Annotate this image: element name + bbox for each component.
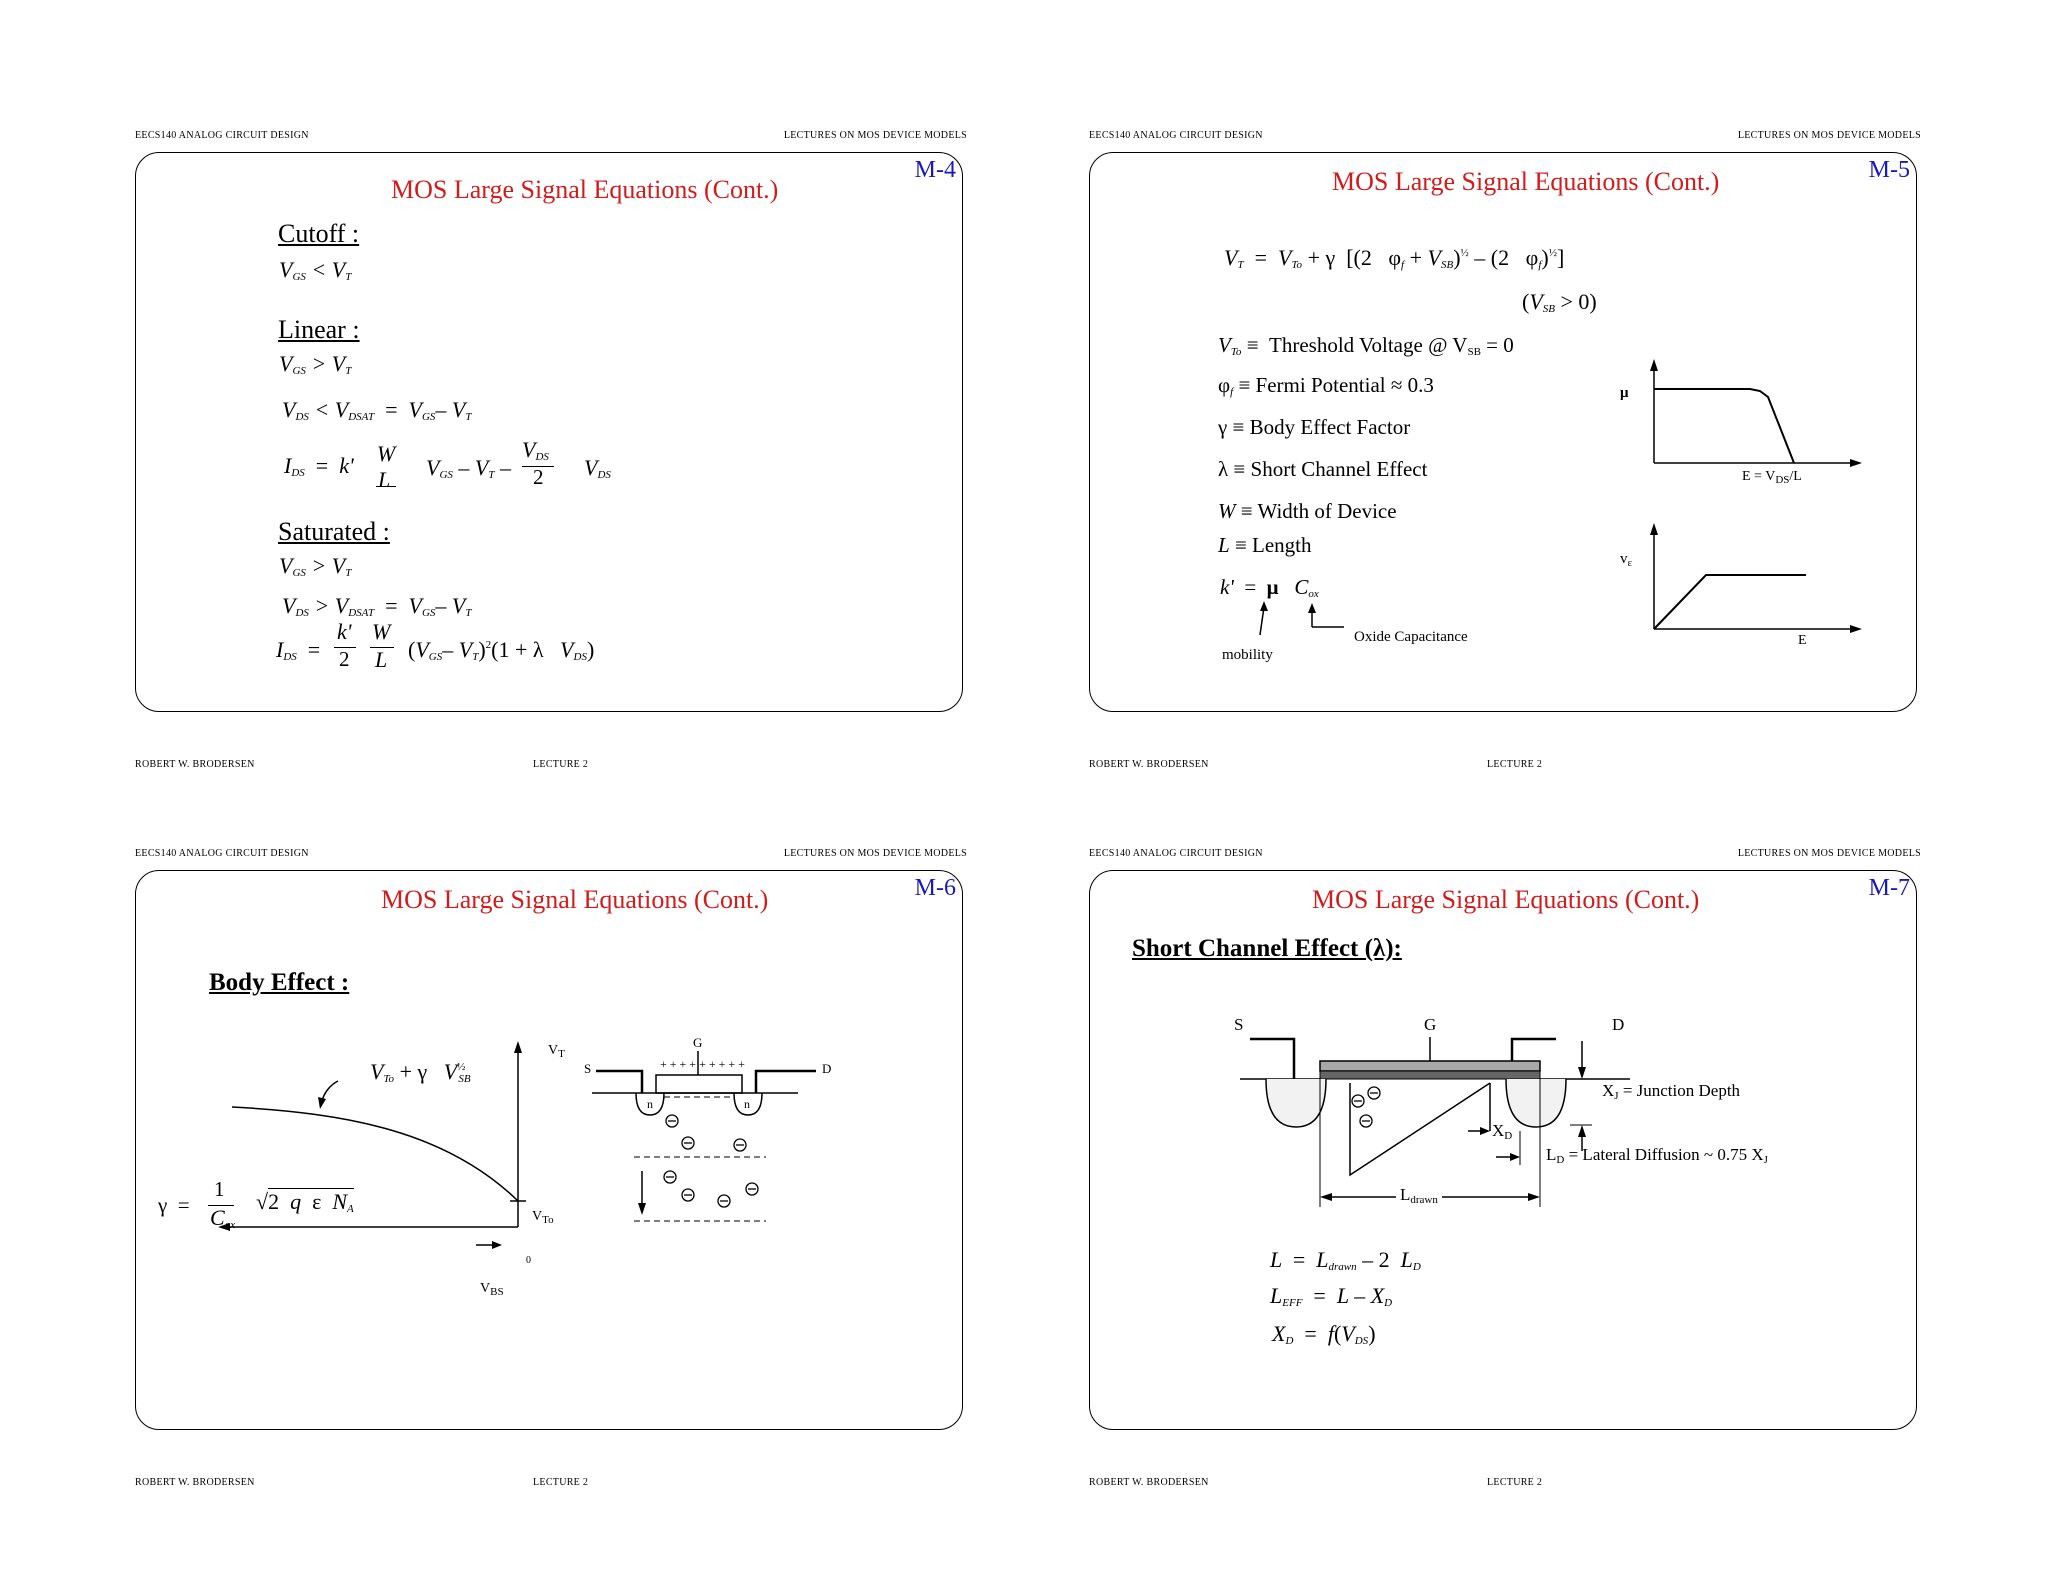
- mu-axis-label: μ: [1620, 385, 1629, 401]
- sat-w-num: W: [372, 619, 391, 644]
- slide-number: M-4: [914, 157, 956, 183]
- page-footer-left: ROBERT W. BRODERSEN: [1089, 759, 1209, 770]
- def-width: W ≡ Width of Device: [1218, 499, 1397, 523]
- page-m4: [135, 130, 967, 770]
- page-m5: [1089, 130, 1921, 770]
- page-m7: [1089, 848, 1921, 1488]
- def-length: L ≡ Length: [1218, 533, 1312, 557]
- page-header-left: EECS140 ANALOG CIRCUIT DESIGN: [135, 848, 309, 859]
- linear-heading: Linear :: [278, 315, 360, 344]
- page-footer-center: LECTURE 2: [1487, 1477, 1543, 1488]
- slide-title: MOS Large Signal Equations (Cont.): [381, 885, 769, 914]
- body-effect-heading: Body Effect :: [209, 969, 350, 996]
- page-footer-left: ROBERT W. BRODERSEN: [135, 1477, 255, 1488]
- page-footer-left: ROBERT W. BRODERSEN: [1089, 1477, 1209, 1488]
- l-denominator: L: [378, 467, 391, 492]
- cutoff-heading: Cutoff :: [278, 219, 360, 248]
- page-m6: [135, 848, 967, 1488]
- xd-eq: $X_D = f(V_{DS})$: [1272, 1321, 1376, 1347]
- page-header-right: LECTURES ON MOS DEVICE MODELS: [783, 130, 967, 141]
- xsec-s-label: S: [584, 1061, 592, 1076]
- kprime-half-num: k': [337, 619, 352, 644]
- v-axis-label: $v_\varepsilon$: [1620, 551, 1633, 569]
- page-header-left: EECS140 ANALOG CIRCUIT DESIGN: [135, 130, 309, 141]
- def-lambda: λ ≡ Short Channel Effect: [1218, 457, 1428, 481]
- gamma-sqrt: √2 q ε $N_A$: [256, 1189, 354, 1215]
- saturated-heading: Saturated :: [278, 517, 390, 546]
- sc-g-label: G: [1424, 1015, 1437, 1034]
- vt-curve-label: $V_{To} + \gamma$ $V^{\frac{1}{2}}_{SB}$: [370, 1059, 471, 1085]
- short-channel-diagram: [1240, 1021, 1660, 1251]
- vbs-label: $V_{BS}$: [480, 1281, 504, 1298]
- xsec-n-left: n: [647, 1097, 653, 1111]
- ldrawn-annotation: $L_{drawn}$: [1396, 1185, 1442, 1206]
- origin-label: 0: [526, 1255, 531, 1266]
- slide-frame: [1089, 870, 1917, 1430]
- slide-frame: [135, 870, 963, 1430]
- sat-l-den: L: [375, 647, 388, 672]
- xj-annotation: $X_J$ = Junction Depth: [1602, 1081, 1741, 1102]
- def-vto: $V_{To}$ ≡ Threshold Voltage @ $V_{SB} = 0$: [1218, 333, 1514, 358]
- xsec-d-label: D: [822, 1061, 832, 1076]
- ld-annotation: $L_D$ = Lateral Diffusion ~ 0.75 $X_J$: [1546, 1145, 1768, 1166]
- slide-number: M-7: [1868, 875, 1910, 901]
- vt-axis-label: $V_T$: [548, 1043, 565, 1060]
- page-footer-center: LECTURE 2: [533, 1477, 589, 1488]
- vt-equation: $V_T = V_{To} + \gamma$ [(2 $\varphi_f + V_{SB})^{\frac{1}{2}} - (2$ $\varphi_f)^{\frac{1}{2}}$]: [1224, 245, 1565, 271]
- l-eq: $L = L_{drawn} - 2$ $L_D$: [1270, 1247, 1421, 1273]
- oxide-label: Oxide Capacitance: [1354, 629, 1468, 645]
- sat-eq-2: $V_{DS} > V_{DSAT} = V_{GS}-$ $V_T$: [282, 593, 472, 619]
- page-footer-left: ROBERT W. BRODERSEN: [135, 759, 255, 770]
- def-fermi: $\varphi_f$ ≡ Fermi Potential ≈ 0.3: [1218, 373, 1434, 398]
- linear-bracket: $V_{GS} - V_T$ –: [426, 455, 511, 481]
- linear-eq-2: $V_{DS} < V_{DSAT} = V_{GS}-$ $V_T$: [282, 397, 472, 423]
- gamma-eq: γ =: [158, 1193, 190, 1217]
- v-xlabel: E: [1798, 633, 1807, 648]
- linear-eq-1: $V_{GS} > V_T$: [279, 351, 352, 377]
- slide-title: MOS Large Signal Equations (Cont.): [1332, 167, 1720, 196]
- vsb-condition: $(V_{SB} > 0)$: [1522, 289, 1597, 315]
- vds-half-den: 2: [533, 465, 544, 489]
- gamma-num: 1: [214, 1177, 225, 1201]
- xd-annotation: $X_D$: [1492, 1121, 1513, 1142]
- vds-half-num: $V_{DS}$: [522, 437, 549, 463]
- mobility-label: mobility: [1222, 647, 1273, 663]
- leff-eq: $L_{EFF} = L - X_D$: [1270, 1283, 1393, 1309]
- kprime-half-den: 2: [339, 647, 350, 671]
- def-kprime: k' = μ $C_{ox}$: [1220, 575, 1319, 600]
- page-footer-center: LECTURE 2: [533, 759, 589, 770]
- slide-number: M-5: [1868, 157, 1910, 183]
- mu-xlabel: $E = V_{DS}/L$: [1742, 469, 1802, 486]
- slide-title: MOS Large Signal Equations (Cont.): [1312, 885, 1700, 914]
- sat-ids-lhs: $I_{DS}$ =: [276, 637, 321, 663]
- slide-title: MOS Large Signal Equations (Cont.): [391, 175, 779, 204]
- linear-ids-eq: $I_{DS} = k'$: [284, 453, 354, 479]
- sc-d-label: D: [1612, 1015, 1625, 1034]
- slide-frame: [1089, 152, 1917, 712]
- sat-eq-1: $V_{GS} > V_T$: [279, 553, 352, 579]
- slide-frame: [135, 152, 963, 712]
- page-header-left: EECS140 ANALOG CIRCUIT DESIGN: [1089, 848, 1263, 859]
- xsec-n-right: n: [744, 1097, 750, 1111]
- short-channel-heading: Short Channel Effect (λ):: [1132, 935, 1402, 962]
- vto-label: $V_{To}$: [532, 1209, 554, 1226]
- xsec-plus-charges: + + + + + + + + +: [660, 1057, 745, 1071]
- velocity-plot: [1630, 523, 1870, 643]
- w-over-l: W: [376, 441, 396, 493]
- def-gamma: γ ≡ Body Effect Factor: [1218, 415, 1411, 439]
- page-header-right: LECTURES ON MOS DEVICE MODELS: [1737, 130, 1921, 141]
- slide-number: M-6: [914, 875, 956, 901]
- page-header-right: LECTURES ON MOS DEVICE MODELS: [1737, 848, 1921, 859]
- page-header-right: LECTURES ON MOS DEVICE MODELS: [783, 848, 967, 859]
- sat-ids-rhs: ($V_{GS}-$ $V_T)^2(1 + \lambda$ $V_{DS}$): [408, 637, 595, 663]
- xsec-g-label: G: [693, 1035, 703, 1050]
- gamma-den: $C_{ox}$: [210, 1205, 236, 1231]
- cutoff-eq: $V_{GS} < V_T$: [279, 257, 352, 283]
- linear-vds: $V_{DS}$: [584, 455, 611, 481]
- page-header-left: EECS140 ANALOG CIRCUIT DESIGN: [1089, 130, 1263, 141]
- page-footer-center: LECTURE 2: [1487, 759, 1543, 770]
- sc-s-label: S: [1234, 1015, 1244, 1034]
